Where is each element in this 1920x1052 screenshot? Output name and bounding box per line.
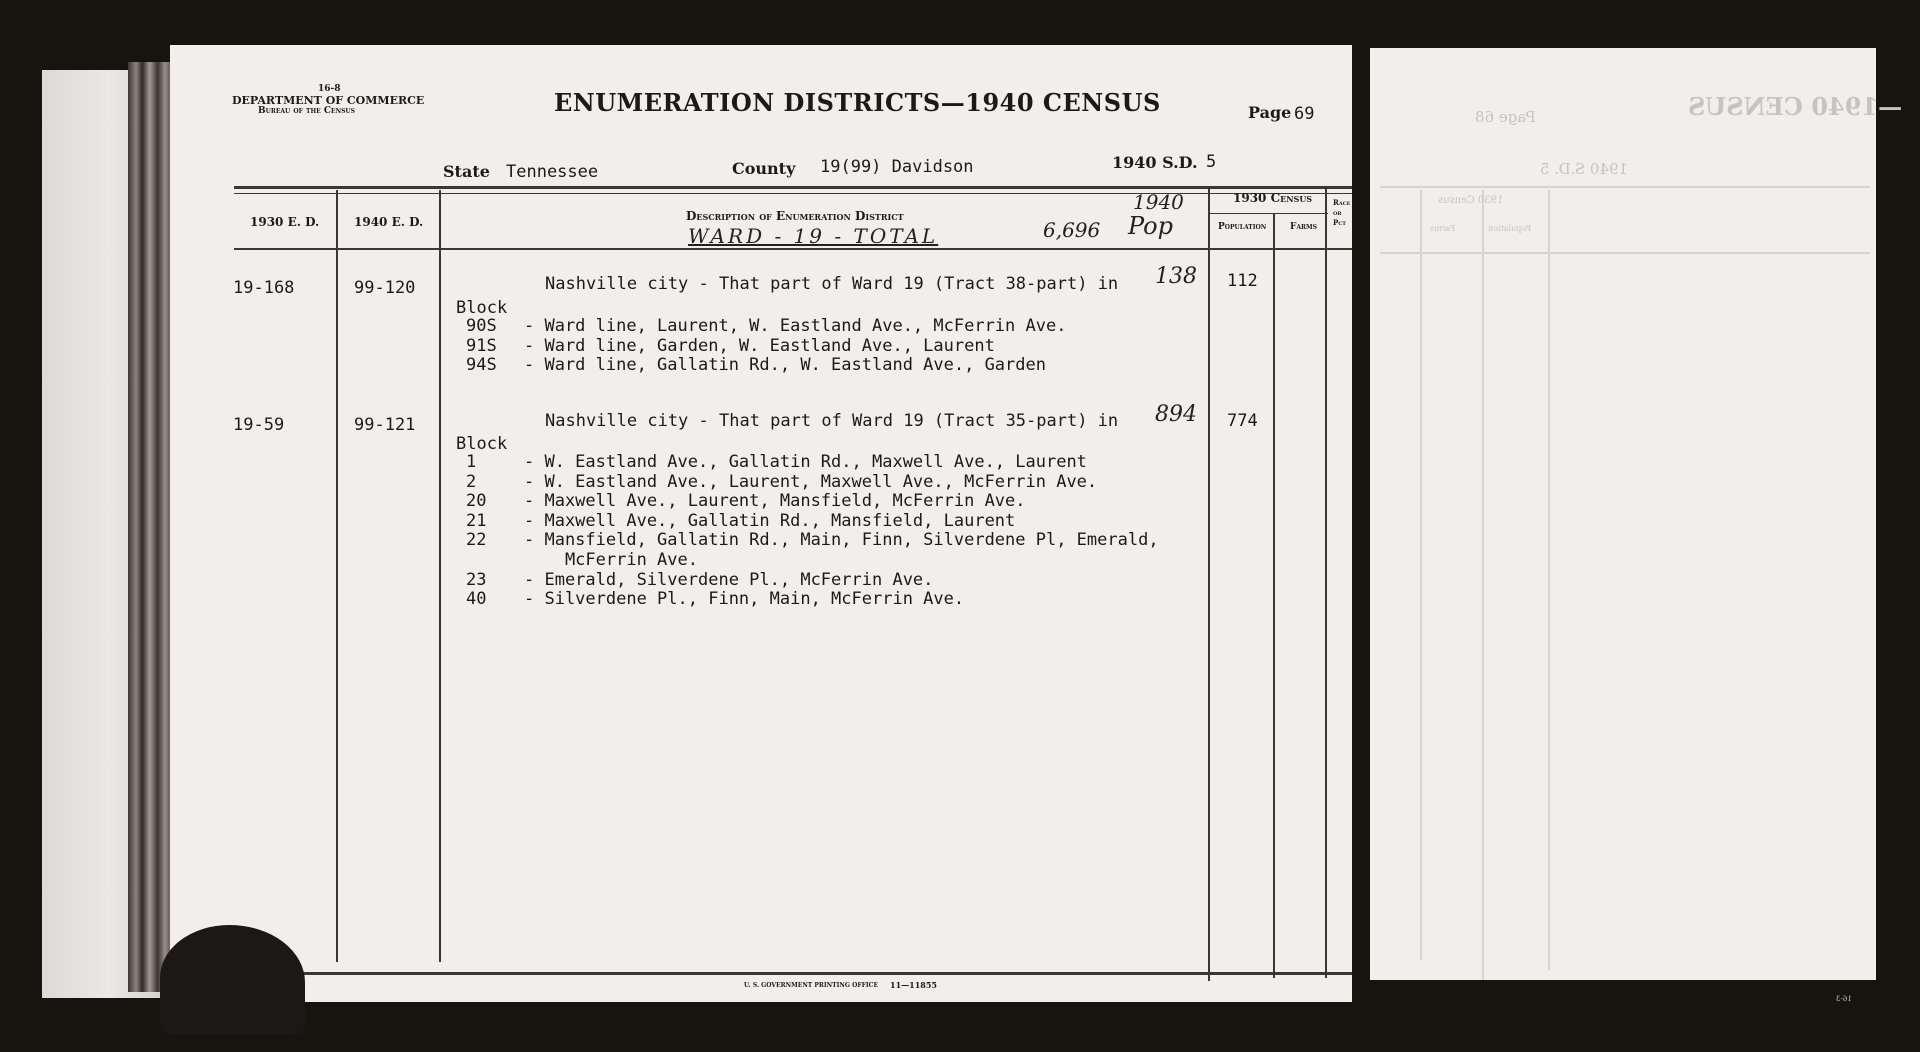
col-divider-5 <box>1325 186 1327 978</box>
state-label: State <box>443 162 490 181</box>
block-number: 22 <box>466 530 487 551</box>
col-divider-2 <box>439 190 441 962</box>
block-description: - Ward line, Laurent, W. Eastland Ave., McFerrin Ave. <box>524 316 1067 336</box>
ed-1940: 99-120 <box>354 278 416 298</box>
block-description: - Silverdene Pl., Finn, Main, McFerrin Ave. <box>524 589 965 610</box>
block-description: - Ward line, Gallatin Rd., W. Eastland Ave., Garden <box>524 355 1046 375</box>
facing-divider <box>1548 190 1550 970</box>
col-header-population: Population <box>1218 222 1267 232</box>
col-divider-3 <box>1208 186 1210 981</box>
state-value: Tennessee <box>506 162 599 182</box>
col-header-1930-census: 1930 Census <box>1233 191 1313 205</box>
facing-divider <box>1420 190 1422 960</box>
printer-imprint: U. S. GOVERNMENT PRINTING OFFICE <box>744 982 879 989</box>
block-description: - W. Eastland Ave., Laurent, Maxwell Ave., McFerrin Ave. <box>524 471 1098 492</box>
ed-1940: 99-121 <box>354 415 416 435</box>
page-number: 69 <box>1294 104 1315 124</box>
facing-census-label: 1930 Census <box>1438 195 1504 206</box>
district-description: Nashville city - That part of Ward 19 (Tract 35-part) in <box>545 411 1119 431</box>
block-description: McFerrin Ave. <box>524 549 698 570</box>
block-descriptions <box>524 317 1066 376</box>
pop-1930: 774 <box>1227 411 1258 431</box>
facing-bottom-code: 16-3 <box>1836 995 1852 1003</box>
form-number: 16-8 <box>318 84 341 94</box>
table-bottom-rule <box>292 972 1352 975</box>
handwritten-ward-total: WARD - 19 - TOTAL <box>688 224 939 248</box>
sd-label: 1940 S.D. <box>1112 153 1198 172</box>
col-header-description: Description of Enumeration District <box>686 209 904 223</box>
block-description: - Ward line, Garden, W. Eastland Ave., Laurent <box>524 335 995 356</box>
district-description: Nashville city - That part of Ward 19 (Tract 38-part) in <box>545 274 1119 294</box>
handwritten-pop-year: 1940 <box>1133 190 1184 214</box>
block-number: 23 <box>466 569 487 590</box>
block-number: 21 <box>466 510 487 531</box>
block-number: 20 <box>466 491 487 512</box>
block-numbers <box>466 453 486 610</box>
col-divider-4 <box>1273 213 1275 978</box>
book-binding <box>128 62 173 992</box>
form-code: 11—11855 <box>890 980 937 990</box>
block-description: - Maxwell Ave., Gallatin Rd., Mansfield, Laurent <box>524 510 1016 531</box>
table-top-rule <box>234 186 1352 189</box>
facing-top-rule <box>1380 186 1870 188</box>
col-header-1940-ed: 1940 E. D. <box>354 215 424 229</box>
page-label: Page <box>1248 103 1292 122</box>
facing-sd-label: 1940 S.D. 5 <box>1540 160 1629 178</box>
block-description: - Maxwell Ave., Laurent, Mansfield, McFerrin Ave. <box>524 491 1026 512</box>
header-bottom-rule <box>234 248 1352 250</box>
block-number: 91S <box>466 335 497 356</box>
pop-1940: 894 <box>1155 402 1197 427</box>
table-top-rule-thin <box>234 193 1352 194</box>
block-description: - Emerald, Silverdene Pl., McFerrin Ave. <box>524 569 934 590</box>
county-value: 19(99) Davidson <box>820 157 974 177</box>
block-description: - Mansfield, Gallatin Rd., Main, Finn, Silverdene Pl, Emerald, <box>524 530 1159 551</box>
handwritten-pop-label: Pop <box>1128 212 1173 240</box>
block-numbers <box>466 317 497 376</box>
block-descriptions <box>524 453 1159 610</box>
block-description: - W. Eastland Ave., Gallatin Rd., Maxwell Ave., Laurent <box>524 452 1087 472</box>
page-title: ENUMERATION DISTRICTS—1940 CENSUS <box>554 88 1161 117</box>
sd-number: 5 <box>1206 152 1217 172</box>
col-divider-1 <box>336 190 338 962</box>
facing-divider <box>1482 190 1484 980</box>
department-name: DEPARTMENT OF COMMERCE <box>232 94 425 107</box>
ed-1930: 19-59 <box>233 415 285 435</box>
facing-header-rule <box>1380 252 1870 254</box>
col-header-farms: Farms <box>1290 222 1318 232</box>
facing-farms: Farms <box>1430 224 1456 233</box>
block-label: Block <box>456 434 508 454</box>
census-subheader-rule <box>1210 213 1328 214</box>
facing-population: Population <box>1488 224 1532 233</box>
block-number: 90S <box>466 316 497 336</box>
facing-page-label: Page 68 <box>1475 108 1536 126</box>
col-header-race: Race or Pct <box>1333 198 1351 227</box>
thumb-shadow <box>160 925 305 1035</box>
col-header-1930-ed: 1930 E. D. <box>250 215 320 229</box>
block-label: Block <box>456 298 508 318</box>
ed-1930: 19-168 <box>233 278 295 298</box>
bureau-name: Bureau of the Census <box>258 106 355 116</box>
facing-title: —1940 CENSUS <box>1688 92 1903 121</box>
block-number: 94S <box>466 355 497 375</box>
pop-1930: 112 <box>1227 271 1258 291</box>
pop-1940: 138 <box>1155 264 1197 289</box>
block-number: 2 <box>466 471 477 492</box>
county-label: County <box>732 159 796 178</box>
handwritten-total-pop: 6,696 <box>1043 218 1101 242</box>
block-number: 1 <box>466 452 477 472</box>
block-number: 40 <box>466 589 487 610</box>
